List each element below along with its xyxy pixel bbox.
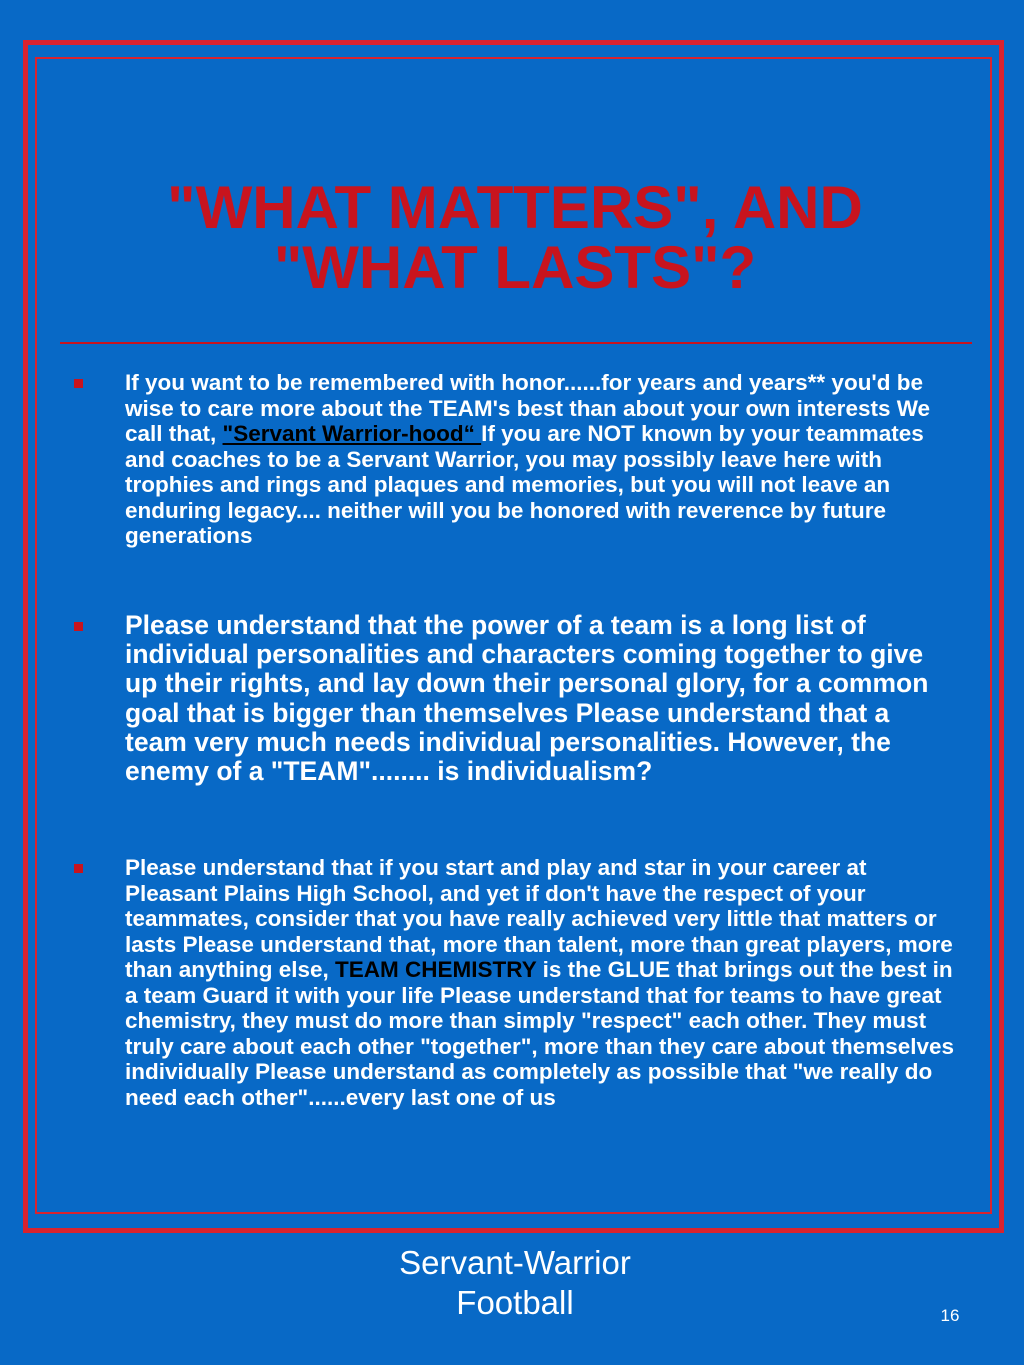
- servant-warrior-hood-link[interactable]: "Servant Warrior-hood“: [222, 421, 482, 446]
- page-number: 16: [940, 1306, 960, 1325]
- footer-line-2: Football: [456, 1284, 574, 1321]
- slide-footer: [300, 1243, 730, 1323]
- team-chemistry-highlight: TEAM CHEMISTRY: [335, 957, 537, 982]
- title-line-1: "WHAT MATTERS", AND: [167, 174, 863, 241]
- bullet-text: Please understand that the power of a team is a long list of individual personalities and characters coming together to give up their rights, and lay down their personal glory, for a common goal that is bigger than themselves Please understand that a team very much needs individual personalities. However, the enemy of a "TEAM"........ is individualism?: [125, 610, 929, 787]
- title-line-2: "WHAT LASTS"?: [273, 234, 757, 301]
- bullet-text: [125, 855, 955, 1110]
- bullet-text-part: If you want to be remembered with honor......for years and years** you'd be wise to care more about the TEAM's best than about your own interests We call that,: [125, 370, 931, 446]
- slide-title: [60, 174, 970, 301]
- bullet-item-team-power: [70, 611, 960, 786]
- bullet-text-part: is the GLUE that brings out the best in a team Guard it with your life Please understand that for teams to have great chemistry, they must do more than simply "respect" each other. They must truly care about each other "together", more than they care about themselves individually Please understand as completely as possible that "we really do need each other"......every last one of us: [125, 957, 955, 1110]
- bullet-item-honor: [70, 370, 960, 549]
- bullet-text: [125, 370, 955, 549]
- bullet-text-part: Please understand that if you start and play and star in your career at Pleasant Plains High School, and yet if don't have the respect of your teammates, consider that you have really achieved very little that matters or lasts Please understand that, more than talent, more than great players, more than anything else,: [125, 855, 953, 982]
- title-divider: [60, 342, 972, 344]
- square-bullet-icon: [74, 622, 83, 631]
- bullet-text-part: If you are NOT known by your teammates and coaches to be a Servant Warrior, you may possibly leave here with trophies and rings and plaques and memories, but you will not leave an enduring legacy.... neither will you be honored with reverence by future generations: [125, 421, 924, 548]
- square-bullet-icon: [74, 379, 83, 388]
- footer-line-1: Servant-Warrior: [399, 1244, 631, 1281]
- bullet-item-team-chemistry: [70, 855, 960, 1110]
- square-bullet-icon: [74, 864, 83, 873]
